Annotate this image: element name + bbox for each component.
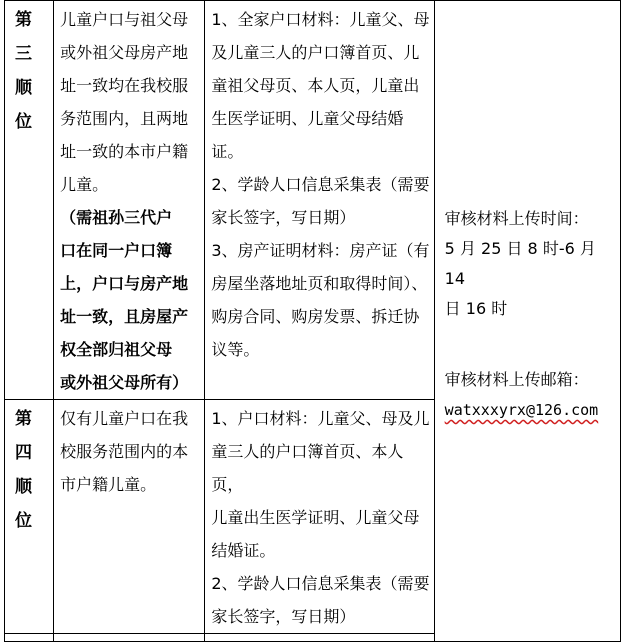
- material-line: 结婚证。: [211, 541, 276, 560]
- material-line: 3、房产证明材料：房产证（有: [211, 241, 430, 260]
- empty-cell: [205, 634, 434, 642]
- upload-time-block: [445, 204, 617, 324]
- note-line: 口在同一户口簿: [60, 241, 173, 260]
- condition-line: 市户籍儿童。: [60, 475, 157, 494]
- material-line: 购房合同、购房发票、拆迁协: [211, 307, 420, 326]
- condition-line: 仅有儿童户口在我: [60, 409, 189, 428]
- material-line: 生医学证明、儿童父母结婚证。: [211, 109, 404, 161]
- materials-cell: [205, 400, 434, 634]
- upload-time-line: 5 月 25 日 8 时-6 月 14: [444, 239, 596, 288]
- order-char: 位: [15, 511, 32, 531]
- condition-line: 儿童。: [60, 175, 109, 194]
- upload-info-cell: [434, 1, 620, 642]
- order-char: 顺: [15, 477, 32, 497]
- material-line: 房屋坐落地址页和取得时间）、: [211, 274, 428, 293]
- material-line: 2、学龄人口信息采集表（需要: [211, 574, 430, 593]
- order-char: 四: [15, 443, 32, 463]
- material-line: 家长签字，写日期）: [211, 607, 356, 626]
- empty-cell: [54, 634, 205, 642]
- note-line: 权全部归祖父母: [60, 340, 173, 359]
- order-cell: [5, 400, 54, 634]
- note-line: （需祖孙三代户: [60, 208, 173, 227]
- order-char: 顺: [15, 78, 32, 98]
- material-line: 及儿童三人的户口簿首页、儿: [211, 43, 420, 62]
- material-line: 议等。: [211, 340, 260, 359]
- table-row-third: [5, 1, 621, 400]
- condition-line: 址一致的本市户籍: [60, 142, 189, 161]
- material-line: 2、学龄人口信息采集表（需要: [211, 175, 430, 194]
- upload-email-label: 审核材料上传邮箱：: [444, 370, 589, 389]
- upload-time-label: 审核材料上传时间：: [444, 209, 589, 228]
- enrollment-table: [4, 0, 621, 642]
- condition-cell: [54, 1, 205, 400]
- order-char: 位: [15, 112, 32, 132]
- materials-cell: [205, 1, 434, 400]
- note-line: 或外祖父母所有）: [60, 373, 189, 392]
- note-line: 址一致，且房屋产: [60, 307, 189, 326]
- material-line: 童三人的户口簿首页、本人页，: [211, 442, 404, 494]
- upload-time-line: 日 16 时: [444, 299, 508, 318]
- material-line: 儿童出生医学证明、儿童父母: [211, 508, 420, 527]
- material-line: 童祖父母页、本人页，儿童出: [211, 76, 420, 95]
- material-line: 1、户口材料：儿童父、母及儿: [211, 409, 430, 428]
- condition-line: 儿童户口与祖父母: [60, 10, 189, 29]
- order-cell: [5, 1, 54, 400]
- order-char: 第: [15, 10, 32, 30]
- condition-line: 或外祖父母房产地: [60, 43, 189, 62]
- empty-cell: [5, 634, 54, 642]
- material-line: 家长签字，写日期）: [211, 208, 356, 227]
- order-char: 第: [15, 409, 32, 429]
- condition-line: 务范围内，且两地: [60, 109, 189, 128]
- upload-email: watxxxyrx@126.com: [444, 401, 599, 419]
- order-char: 三: [15, 44, 32, 64]
- condition-cell: [54, 400, 205, 634]
- note-line: 上，户口与房产地: [60, 274, 189, 293]
- condition-line: 校服务范围内的本: [60, 442, 189, 461]
- condition-line: 址一致均在我校服: [60, 76, 189, 95]
- material-line: 1、全家户口材料：儿童父、母: [211, 10, 430, 29]
